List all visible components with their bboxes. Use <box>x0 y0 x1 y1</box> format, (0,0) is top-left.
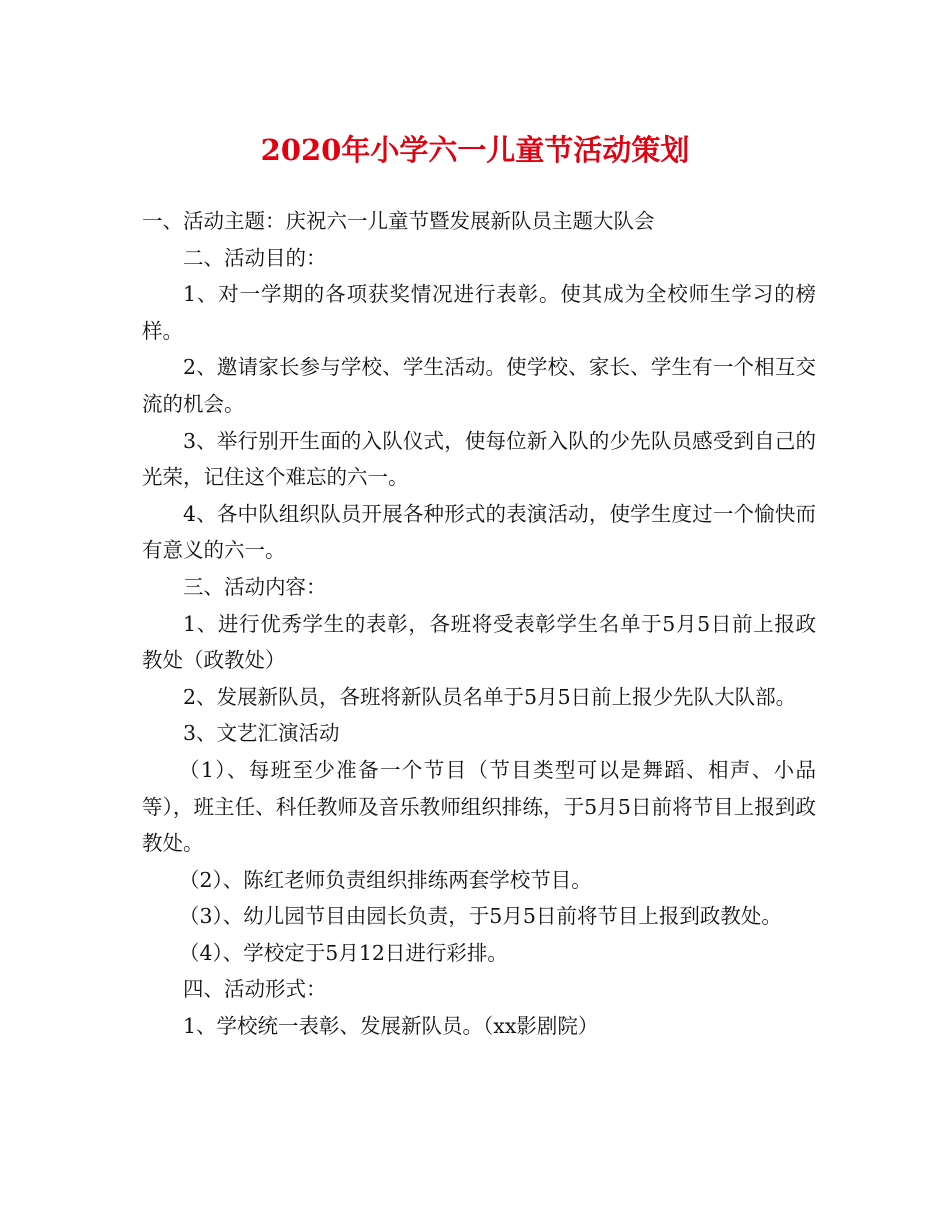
paragraph-content-3-3: （3）、幼儿园节目由园长负责，于5月5日前将节目上报到政教处。 <box>179 904 782 929</box>
document-body <box>142 203 816 1045</box>
paragraph-content-3-4: （4）、学校定于5月12日进行彩排。 <box>179 940 508 965</box>
heading-purpose: 二、活动目的： <box>183 245 327 270</box>
paragraph-content-2: 2、发展新队员，各班将新队员名单于5月5日前上报少先队大队部。 <box>183 684 797 709</box>
paragraph-content-1: 1、进行优秀学生的表彰，各班将受表彰学生名单于5月5日前上报政教处（政教处） <box>142 611 816 673</box>
paragraph-content-3-1: （1）、每班至少准备一个节目（节目类型可以是舞蹈、相声、小品等），班主任、科任教师及音乐教师组织排练，于5月5日前将节目上报到政教处。 <box>142 757 816 856</box>
paragraph-theme: 一、活动主题：庆祝六一儿童节暨发展新队员主题大队会 <box>142 209 655 233</box>
heading-form: 四、活动形式： <box>183 977 327 1002</box>
paragraph-purpose-4: 4、各中队组织队员开展各种形式的表演活动，使学生度过一个愉快而有意义的六一。 <box>142 501 816 563</box>
paragraph-purpose-1: 1、对一学期的各项获奖情况进行表彰。使其成为全校师生学习的榜样。 <box>142 282 816 343</box>
paragraph-purpose-3: 3、举行别开生面的入队仪式，使每位新入队的少先队员感受到自己的光荣，记住这个难忘的六一。 <box>142 428 816 490</box>
paragraph-content-3-2: （2）、陈红老师负责组织排练两套学校节目。 <box>179 867 592 892</box>
paragraph-form-1: 1、学校统一表彰、发展新队员。（xx影剧院） <box>183 1014 599 1039</box>
paragraph-content-3: 3、文艺汇演活动 <box>183 721 340 746</box>
paragraph-purpose-2: 2、邀请家长参与学校、学生活动。使学校、家长、学生有一个相互交流的机会。 <box>142 355 816 416</box>
document-title: 2020年小学六一儿童节活动策划 <box>260 133 690 167</box>
heading-content: 三、活动内容： <box>183 574 327 599</box>
